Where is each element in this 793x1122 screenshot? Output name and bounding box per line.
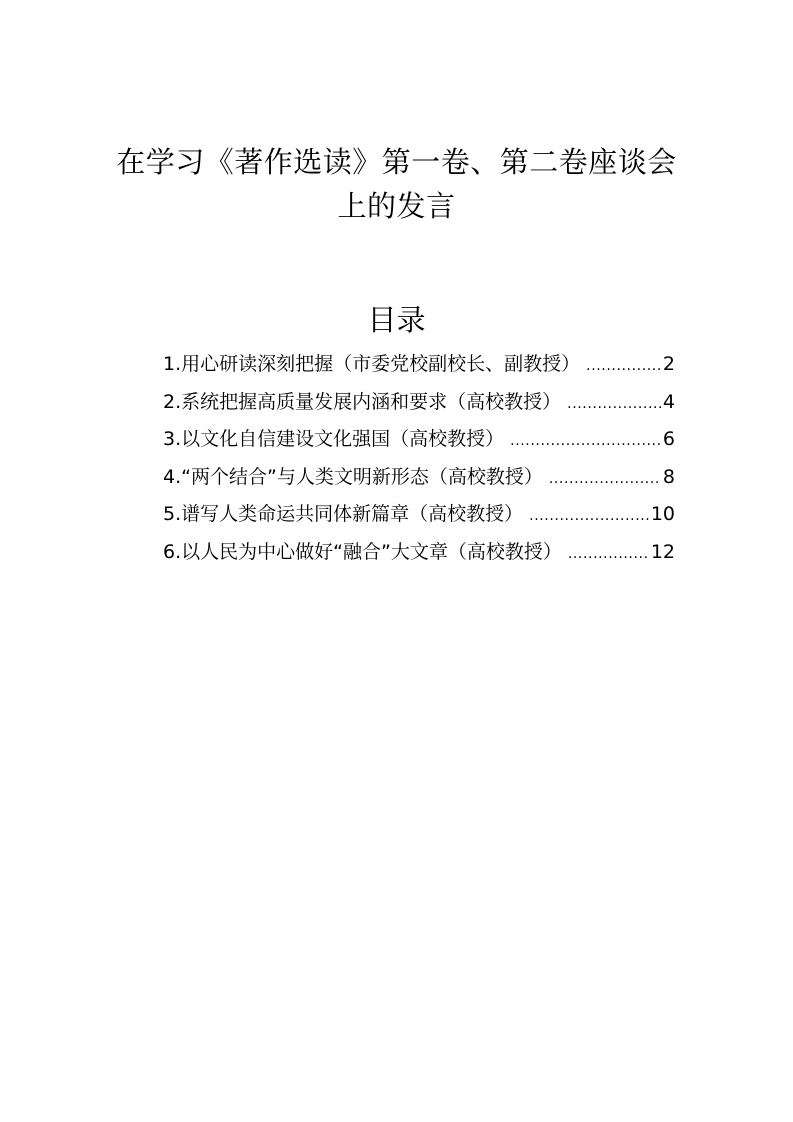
toc-entry-3[interactable] [163, 421, 675, 459]
document-title [100, 140, 693, 228]
document-title-line-2: 上的发言 [337, 189, 456, 223]
toc-dot-leader [549, 461, 661, 498]
toc-entry-title: 4.“两个结合”与人类文明新形态（高校教授） [163, 465, 543, 488]
toc-page-number: 8 [662, 465, 675, 488]
toc-page-number: 12 [650, 540, 675, 563]
toc-page-number: 10 [650, 503, 675, 525]
toc-entry-5[interactable] [163, 496, 675, 534]
toc-dot-leader [586, 348, 661, 385]
toc-entry-2[interactable] [163, 384, 675, 422]
toc-entry-title: 6.以人民为中心做好“融合”大文章（高校教授） [163, 540, 562, 563]
toc-dot-leader [568, 536, 649, 573]
toc-dot-leader [567, 386, 661, 423]
toc-entry-4[interactable] [163, 459, 675, 497]
toc-page-number: 6 [662, 428, 675, 450]
document-title-line-1: 在学习《著作选读》第一卷、第二卷座谈会 [116, 145, 677, 179]
toc-entry-title: 1.用心研读深刻把握（市委党校副校长、副教授） [163, 353, 581, 375]
toc-heading: 目录 [367, 303, 426, 337]
toc-page-number: 4 [662, 390, 675, 413]
table-of-contents [163, 346, 675, 571]
toc-entry-1[interactable] [163, 346, 675, 384]
toc-entry-title: 3.以文化自信建设文化强国（高校教授） [163, 428, 505, 450]
toc-entry-6[interactable] [163, 534, 675, 572]
toc-dot-leader [510, 423, 661, 460]
toc-page-number: 2 [662, 353, 675, 375]
toc-entry-title: 5.谱写人类命运共同体新篇章（高校教授） [163, 503, 524, 525]
toc-dot-leader [529, 498, 649, 535]
toc-entry-title: 2.系统把握高质量发展内涵和要求（高校教授） [163, 390, 562, 413]
